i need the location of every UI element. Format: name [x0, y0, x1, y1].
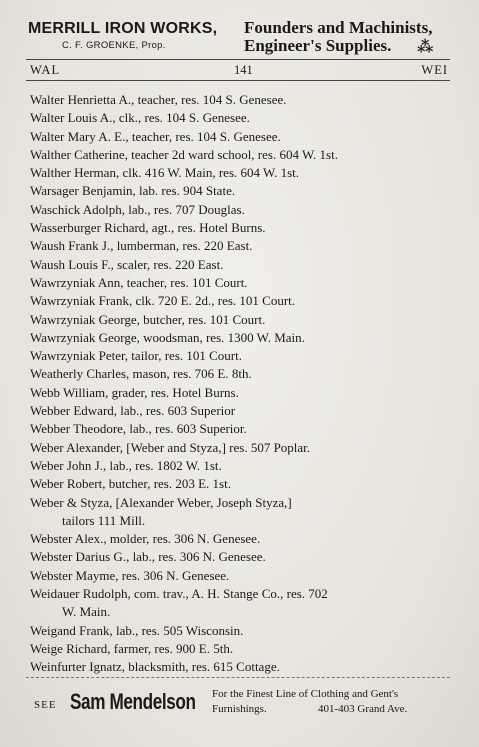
directory-entry [30, 329, 454, 347]
entry-text: Weige Richard, farmer, res. 900 E. 5th. [30, 640, 234, 656]
entry-text: Weidauer Rudolph, com. trav., A. H. Stange Co., res. 702 [30, 586, 328, 602]
company-tagline-1: Founders and Machinists, [244, 18, 433, 37]
ad-line-2-wrapper [212, 703, 452, 715]
ornament-icon: ⁂ [417, 39, 434, 56]
entry-text: Weber Alexander, [Weber and Styza,] res. 507 Poplar. [30, 439, 311, 455]
entry-text: Wawrzyniak Frank, clk. 720 E. 2d., res. 101 Court. [30, 293, 296, 309]
directory-entry [30, 585, 454, 622]
entry-text: Walter Henrietta A., teacher, res. 104 S. Genesee. [30, 92, 287, 107]
directory-entry [30, 475, 454, 493]
running-head-left: WAL [30, 63, 61, 77]
entry-continuation: tailors 111 Mill. [62, 512, 146, 528]
entry-text: Weigand Frank, lab., res. 505 Wisconsin. [30, 622, 244, 638]
ad-merchant-name: Sam Mendelson [70, 689, 196, 714]
entry-text: Weber & Styza, [Alexander Weber, Joseph Styza,] [30, 494, 292, 510]
entry-text: Wawrzyniak Peter, tailor, res. 101 Court. [30, 348, 242, 364]
directory-entry [30, 402, 454, 420]
entry-text: Weber John J., lab., res. 1802 W. 1st. [30, 457, 222, 473]
entry-text: Webber Edward, lab., res. 603 Superior [30, 403, 236, 419]
directory-entry [30, 457, 454, 475]
running-head-right: WEI [421, 63, 448, 77]
directory-listing [30, 91, 454, 677]
page-number: 141 [234, 63, 253, 77]
directory-entry [30, 164, 454, 182]
directory-entry [30, 420, 454, 438]
directory-entry [30, 494, 454, 531]
proprietor-name: C. F. GROENKE, Prop. [62, 40, 166, 51]
entry-text: Wawrzyniak George, butcher, res. 101 Court. [30, 311, 266, 327]
entry-text: Weatherly Charles, mason, res. 706 E. 8th. [30, 366, 252, 382]
entry-text: Walther Catherine, teacher 2d ward school, res. 604 W. 1st. [30, 146, 338, 162]
footer-rule [26, 677, 450, 678]
directory-entry [30, 182, 454, 200]
running-head [26, 63, 450, 79]
footer-advertisement [20, 683, 456, 723]
directory-entry [30, 658, 454, 676]
entry-text: Webster Darius G., lab., res. 306 N. Genesee. [30, 549, 266, 565]
entry-text: Waschick Adolph, lab., res. 707 Douglas. [30, 201, 245, 217]
entry-text: Walther Herman, clk. 416 W. Main, res. 604 W. 1st. [30, 165, 300, 181]
entry-text: Webster Mayme, res. 306 N. Genesee. [30, 567, 230, 583]
entry-text: Waush Louis F., scaler, res. 220 East. [30, 256, 224, 272]
entry-text: Wawrzyniak Ann, teacher, res. 101 Court. [30, 274, 248, 290]
directory-entry [30, 256, 454, 274]
directory-entry [30, 640, 454, 658]
directory-entry [30, 109, 454, 127]
entry-text: Weinfurter Ignatz, blacksmith, res. 615 Cottage. [30, 659, 280, 675]
directory-entry [30, 439, 454, 457]
directory-entry [30, 274, 454, 292]
directory-entry [30, 347, 454, 365]
directory-entry [30, 530, 454, 548]
directory-entry [30, 237, 454, 255]
header-rule-top [26, 59, 450, 60]
entry-text: Walter Louis A., clk., res. 104 S. Genesee. [30, 110, 250, 126]
directory-entry [30, 146, 454, 164]
directory-entry [30, 219, 454, 237]
entry-text: Webster Alex., molder, res. 306 N. Genesee. [30, 531, 261, 547]
company-tagline-2: Engineer's Supplies. [244, 36, 392, 55]
entry-text: Webber Theodore, lab., res. 603 Superior. [30, 421, 247, 437]
header-rule-bottom [26, 80, 450, 81]
ad-line-1: For the Finest Line of Clothing and Gent's [212, 688, 399, 700]
ad-line-2: Furnishings. [212, 703, 267, 715]
directory-entry [30, 292, 454, 310]
directory-entry [30, 311, 454, 329]
entry-text: Waush Frank J., lumberman, res. 220 East. [30, 238, 253, 254]
directory-entry [30, 567, 454, 585]
entry-text: Wawrzyniak George, woodsman, res. 1300 W. Main. [30, 329, 305, 345]
company-name: MERRILL IRON WORKS, [28, 20, 218, 37]
page-header-advertisement [22, 18, 452, 58]
entry-text: Walter Mary A. E., teacher, res. 104 S. Genesee. [30, 128, 281, 144]
directory-entry [30, 91, 454, 109]
entry-text: Webb William, grader, res. Hotel Burns. [30, 384, 239, 400]
directory-entry [30, 365, 454, 383]
directory-entry [30, 128, 454, 146]
entry-text: Wasserburger Richard, agt., res. Hotel Burns. [30, 220, 266, 236]
entry-text: Weber Robert, butcher, res. 203 E. 1st. [30, 476, 231, 492]
directory-entry [30, 201, 454, 219]
directory-entry [30, 548, 454, 566]
directory-entry [30, 384, 454, 402]
entry-continuation: W. Main. [62, 604, 111, 620]
ad-see-label: SEE [34, 699, 57, 711]
directory-entry [30, 622, 454, 640]
ad-address: 401-403 Grand Ave. [318, 703, 408, 715]
entry-text: Warsager Benjamin, lab. res. 904 State. [30, 183, 236, 199]
